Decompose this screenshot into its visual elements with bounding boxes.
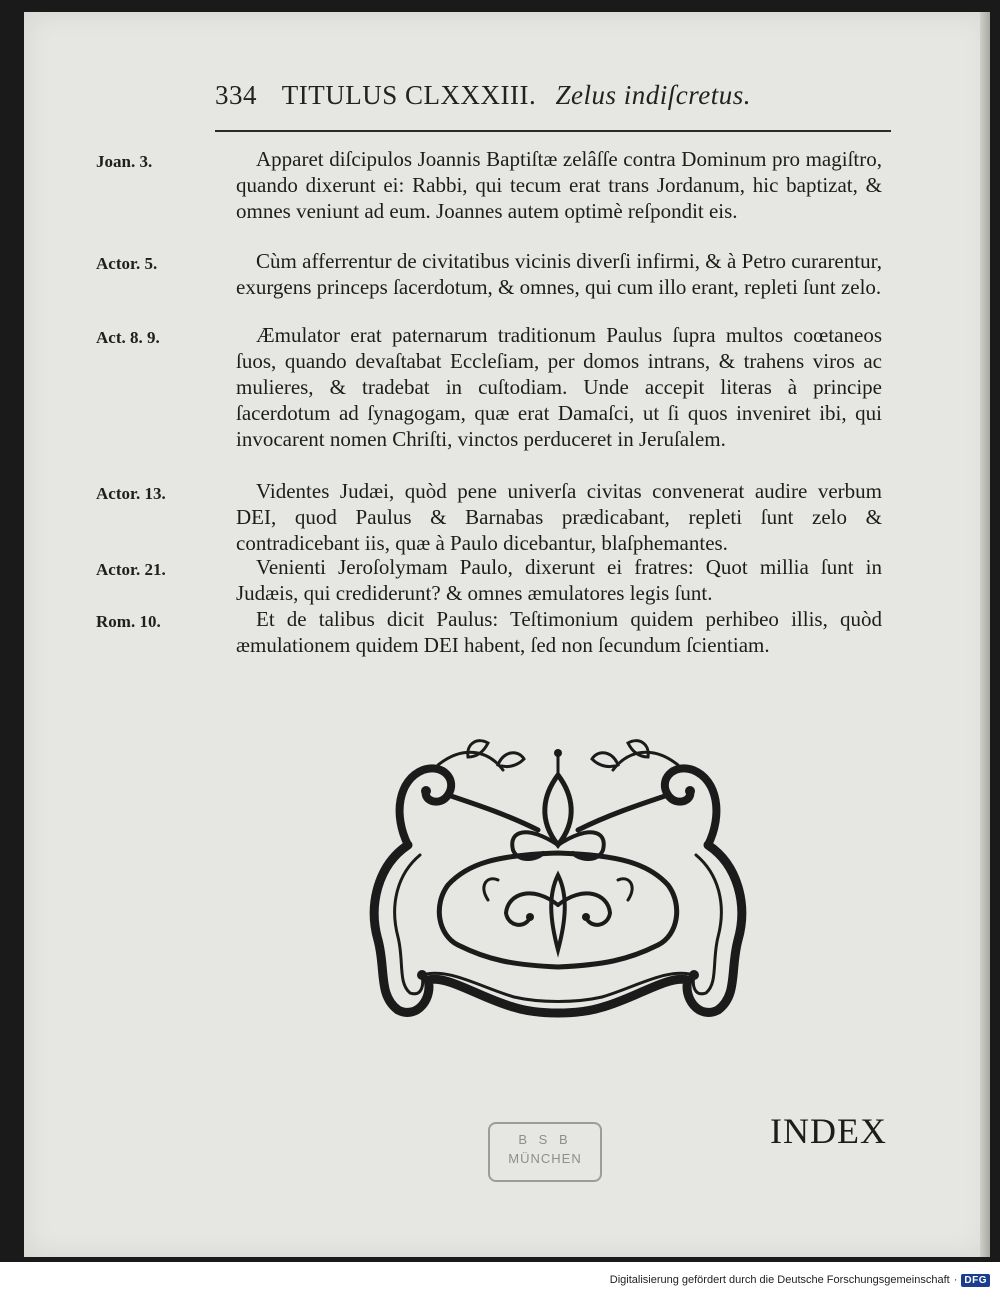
scripture-reference: Rom. 10. (96, 612, 161, 631)
entry-text: Apparet diſcipulos Joannis Baptiſtæ zelâſſe contra Dominum pro magiſtro, quando dixerunt ei: Rabbi, qui tecum erat trans Jordanum, hic baptizat, & omnes veniunt ad eum. Joannes autem optimè reſpondit eis. (236, 147, 882, 223)
title-label: TITULUS CLXXXIII. (281, 80, 537, 110)
entry-text: Videntes Judæi, quòd pene univerſa civitas convenerat audire verbum DEI, quod Paulus & Barnabas prædicabant, repleti ſunt zelo & contradicebant iis, quæ à Paulo dicebantur, blaſphemantes. (236, 479, 882, 555)
scripture-reference: Actor. 5. (96, 254, 158, 273)
page-edge (980, 12, 990, 1257)
stamp-line-1: B S B (518, 1132, 572, 1147)
header-rule (215, 130, 891, 132)
entry-text: Venienti Jeroſolymam Paulo, dixerunt ei fratres: Quot millia ſunt in Judæis, qui crediderunt? & omnes æmulatores legis ſunt. (236, 555, 882, 605)
entry-text: Et de talibus dicit Paulus: Teſtimonium quidem perhibeo illis, quòd æmulationem quidem DEI habent, ſed non ſecundum ſcientiam. (236, 607, 882, 657)
dfg-logo-icon: DFG (961, 1274, 990, 1287)
scripture-reference: Actor. 13. (96, 484, 166, 503)
entry-text: Cùm afferrentur de civitatibus vicinis diverſi infirmi, & à Petro curarentur, exurgens princeps ſacerdotum, & omnes, qui cum illo erant, repleti ſunt zelo. (236, 249, 882, 299)
footer-separator: · (953, 1274, 958, 1286)
decorative-vignette (338, 735, 778, 1025)
library-stamp (488, 1122, 602, 1182)
footer-credit: Digitalisierung gefördert durch die Deutsche Forschungsgemeinschaft (609, 1274, 950, 1286)
scripture-reference: Actor. 21. (96, 560, 166, 579)
digitization-footer (610, 1270, 990, 1290)
page-header (215, 80, 895, 120)
entry-text: Æmulator erat paternarum traditionum Paulus ſupra multos coœtaneos ſuos, quando devaſtabat Eccleſiam, per domos intrans, & trahens viros ac mulieres, & tradebat in cuſtodiam. Unde accepit literas à principe ſacerdotum ad ſynagogam, quæ erat Damaſci, ut ſi quos inveniret ibi, qui invocarent nomen Chriſti, vinctos perduceret in Jeruſalem. (236, 323, 882, 451)
scripture-reference: Joan. 3. (96, 152, 153, 171)
catchword: INDEX (770, 1111, 887, 1151)
stamp-line-2: MÜNCHEN (508, 1151, 582, 1166)
page-number: 334 (215, 80, 257, 110)
title-subject: Zelus indiſcretus. (555, 80, 751, 110)
scripture-reference: Act. 8. 9. (96, 328, 160, 347)
